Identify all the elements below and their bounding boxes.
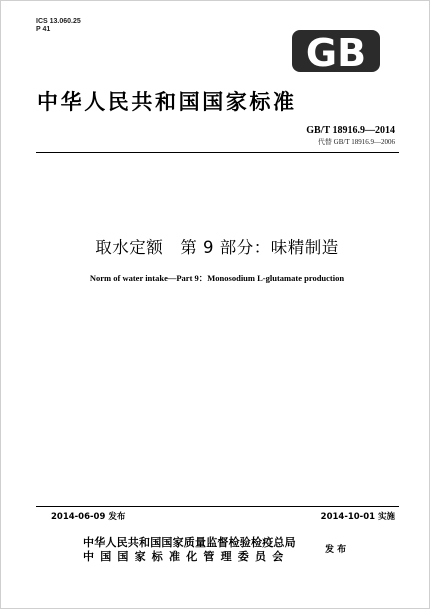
gb-logo-text: GB — [305, 31, 367, 72]
issuer-sac: 中国国家标准化管理委员会 — [83, 550, 290, 563]
ccs-code: P 41 — [36, 26, 51, 33]
classification-codes — [36, 18, 81, 34]
issue-date: 2014-06-09 发布 — [51, 512, 126, 522]
top-divider — [36, 152, 399, 153]
publish-label: 发 布 — [325, 545, 347, 555]
standard-number: GB/T 18916.9—2014 — [306, 125, 395, 136]
bottom-divider — [36, 506, 399, 507]
standard-type-title: 中华人民共和国国家标准 — [37, 90, 297, 114]
ics-code: ICS 13.060.25 — [36, 18, 81, 25]
gb-logo — [292, 30, 380, 72]
issuer-aqsiq: 中华人民共和国国家质量监督检验检疫总局 — [83, 536, 296, 549]
document-title-chinese: 取水定额 第 9 部分：味精制造 — [95, 238, 339, 257]
replaces-standard: 代替 GB/T 18916.9—2006 — [317, 138, 395, 146]
implementation-date: 2014-10-01 实施 — [320, 512, 395, 522]
document-title-english: Norm of water intake—Part 9：Monosodium L-glutamate production — [89, 273, 345, 283]
